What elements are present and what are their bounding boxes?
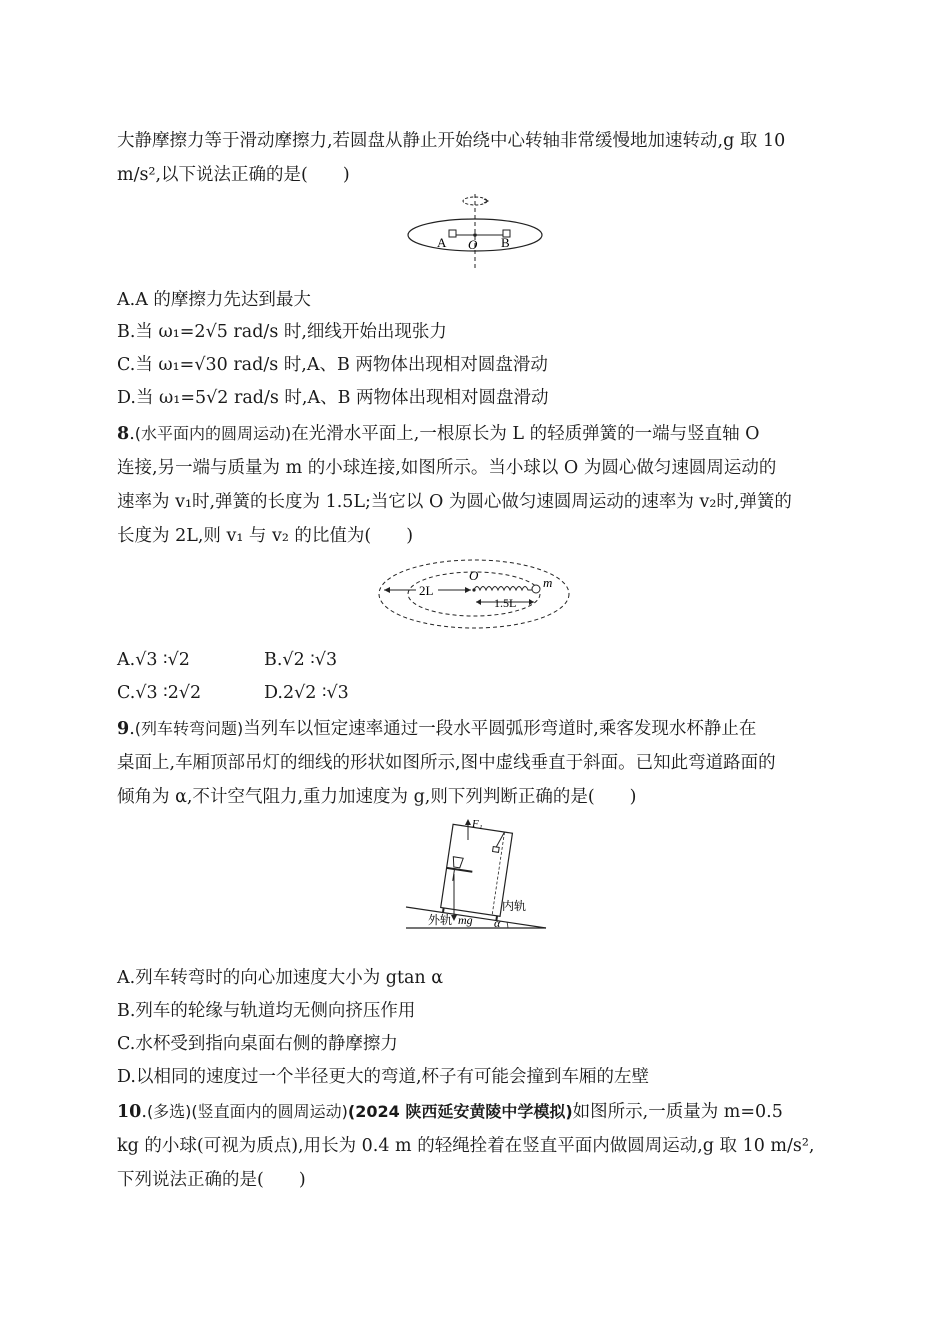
- q8-option-b: B.√2 ∶√3: [264, 650, 338, 670]
- spring-label-o: O: [469, 568, 479, 583]
- train-label-outer-rail: 外轨: [428, 913, 453, 927]
- q10-text-line1-rest: 如图所示,一质量为 m=0.5: [572, 1102, 783, 1122]
- q8-text-line1: 8.(水平面内的圆周运动)在光滑水平面上,一根原长为 L 的轻质弹簧的一端与竖直轴 O: [117, 424, 760, 444]
- q9-option-d: D.以相同的速度过一个半径更大的弯道,杯子有可能会撞到车厢的左壁: [117, 1067, 650, 1087]
- q8-tag: (水平面内的圆周运动): [134, 424, 292, 443]
- train-label-alpha: α: [494, 916, 501, 930]
- disc-label-b: B: [501, 235, 510, 250]
- q10-source: (2024 陕西延安黄陵中学模拟): [347, 1102, 573, 1121]
- q10-tag: (多选)(竖直面内的圆周运动): [146, 1102, 348, 1121]
- q8-number: 8: [117, 424, 130, 444]
- q8-text-line4: 长度为 2L,则 v₁ 与 v₂ 的比值为( ): [117, 526, 414, 546]
- q7-text-line2: m/s²,以下说法正确的是( ): [117, 165, 350, 185]
- rotating-disc-figure: [400, 192, 550, 272]
- q9-tag: (列车转弯问题): [134, 719, 244, 738]
- q8-text-line2: 连接,另一端与质量为 m 的小球连接,如图所示。当小球以 O 为圆心做匀速圆周运动的: [117, 458, 777, 478]
- q9-option-c: C.水杯受到指向桌面右侧的静摩擦力: [117, 1034, 398, 1054]
- q9-number: 9: [117, 719, 130, 739]
- train-label-f1: F₁: [472, 818, 483, 830]
- spring-label-2l: 2L: [419, 583, 434, 598]
- q7-option-a: A.A 的摩擦力先达到最大: [117, 290, 311, 310]
- q8-option-a: A.√3 ∶√2: [117, 650, 190, 670]
- disc-label-o: O: [468, 237, 478, 252]
- spring-label-m: m: [543, 575, 553, 590]
- spring-orbit-figure: [376, 557, 572, 632]
- q9-option-b: B.列车的轮缘与轨道均无侧向挤压作用: [117, 1001, 416, 1021]
- q7-option-d: D.当 ω₁=5√2 rad/s 时,A、B 两物体出现相对圆盘滑动: [117, 388, 549, 408]
- q10-number: 10: [117, 1102, 142, 1122]
- q7-option-b: B.当 ω₁=2√5 rad/s 时,细线开始出现张力: [117, 322, 447, 342]
- spring-label-1-5l: 1.5L: [494, 596, 517, 610]
- train-curve-figure: [402, 814, 550, 934]
- q10-text-line1: 10.(多选)(竖直面内的圆周运动)(2024 陕西延安黄陵中学模拟)如图所示,一质量为 m=0.5: [117, 1102, 783, 1122]
- q9-text-line1: 9.(列车转弯问题)当列车以恒定速率通过一段水平圆弧形弯道时,乘客发现水杯静止在: [117, 719, 757, 739]
- q8-text-line1-rest: 在光滑水平面上,一根原长为 L 的轻质弹簧的一端与竖直轴 O: [291, 424, 760, 444]
- q9-text-line2: 桌面上,车厢顶部吊灯的细线的形状如图所示,图中虚线垂直于斜面。已知此弯道路面的: [117, 753, 776, 773]
- disc-label-a: A: [437, 235, 447, 250]
- train-label-mg: mg: [458, 913, 473, 927]
- train-label-inner-rail: 内轨: [502, 899, 527, 913]
- q9-option-a: A.列车转弯时的向心加速度大小为 gtan α: [117, 968, 444, 988]
- q7-option-c: C.当 ω₁=√30 rad/s 时,A、B 两物体出现相对圆盘滑动: [117, 355, 548, 375]
- q7-text-line1: 大静摩擦力等于滑动摩擦力,若圆盘从静止开始绕中心转轴非常缓慢地加速转动,g 取 10: [117, 131, 786, 151]
- q8-option-d: D.2√2 ∶√3: [264, 683, 349, 703]
- q10-text-line2: kg 的小球(可视为质点),用长为 0.4 m 的轻绳拴着在竖直平面内做圆周运动,g 取 10 m/s²,: [117, 1136, 815, 1156]
- q8-option-c: C.√3 ∶2√2: [117, 683, 202, 703]
- q9-text-line3: 倾角为 α,不计空气阻力,重力加速度为 g,则下列判断正确的是( ): [117, 787, 637, 807]
- q10-text-line3: 下列说法正确的是( ): [117, 1170, 306, 1190]
- q8-text-line3: 速率为 v₁时,弹簧的长度为 1.5L;当它以 O 为圆心做匀速圆周运动的速率为 v₂时,弹簧的: [117, 492, 792, 512]
- q9-text-line1-rest: 当列车以恒定速率通过一段水平圆弧形弯道时,乘客发现水杯静止在: [243, 719, 757, 739]
